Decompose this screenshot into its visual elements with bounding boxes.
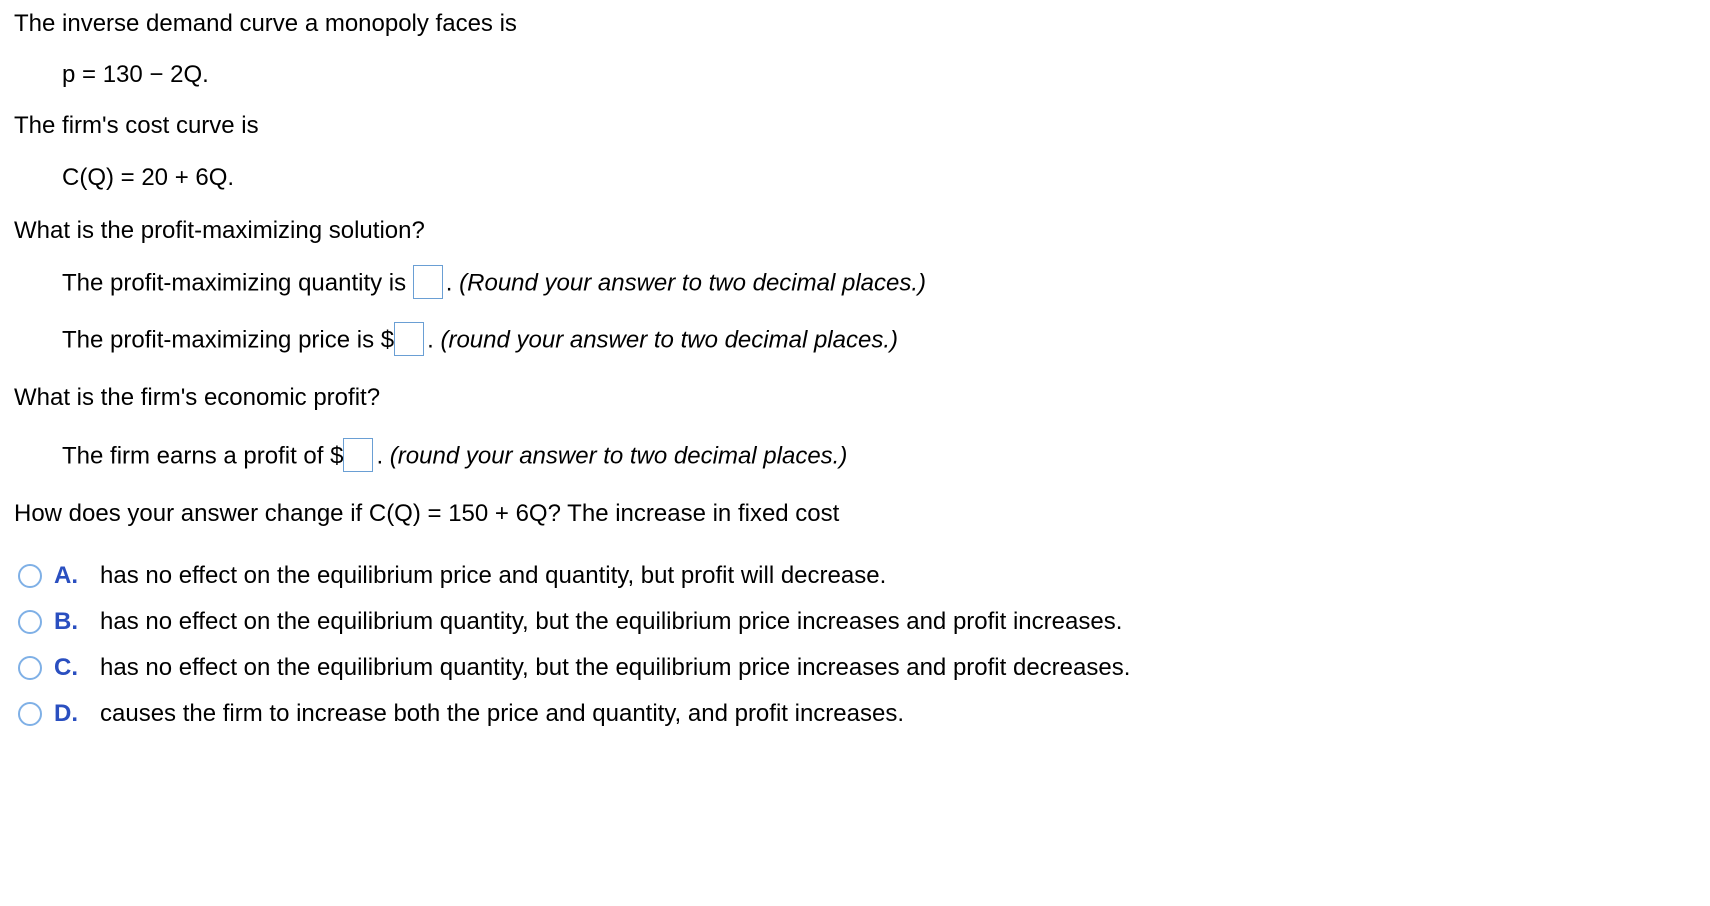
quantity-prefix: The profit-maximizing quantity is <box>62 269 407 297</box>
choice-b[interactable] <box>18 607 1122 637</box>
price-input[interactable] <box>394 322 424 356</box>
price-row <box>62 324 898 358</box>
profit-hint: (round your answer to two decimal places.) <box>389 442 848 470</box>
question-fixed-cost-change: How does your answer change if C(Q) = 150 + 6Q? The increase in fixed cost <box>14 500 840 527</box>
choice-letter: B. <box>54 608 78 635</box>
question-profit-max: What is the profit-maximizing solution? <box>14 217 425 244</box>
radio-circle-icon[interactable] <box>18 564 42 588</box>
choice-text: has no effect on the equilibrium price and quantity, but profit will decrease. <box>100 562 887 589</box>
cost-intro-text: The firm's cost curve is <box>14 112 259 139</box>
demand-equation: p = 130 − 2Q. <box>62 61 209 88</box>
choice-d[interactable] <box>18 699 904 729</box>
choice-c[interactable] <box>18 653 1130 683</box>
radio-circle-icon[interactable] <box>18 656 42 680</box>
radio-circle-icon[interactable] <box>18 702 42 726</box>
quantity-input[interactable] <box>413 265 443 299</box>
intro-text: The inverse demand curve a monopoly faces is <box>14 10 517 37</box>
price-hint: (round your answer to two decimal places.) <box>440 326 898 354</box>
profit-prefix: The firm earns a profit of $ <box>62 442 344 470</box>
choice-letter: C. <box>54 654 78 681</box>
choice-letter: D. <box>54 700 78 727</box>
price-prefix: The profit-maximizing price is $ <box>62 326 395 354</box>
choice-text: causes the firm to increase both the price and quantity, and profit increases. <box>100 700 904 727</box>
profit-dot: . <box>376 442 384 470</box>
choice-text: has no effect on the equilibrium quantity, but the equilibrium price increases and profit increases. <box>100 608 1123 635</box>
profit-input[interactable] <box>343 438 373 472</box>
quantity-row <box>62 267 926 301</box>
profit-row <box>62 440 847 474</box>
cost-equation: C(Q) = 20 + 6Q. <box>62 164 235 191</box>
quantity-dot: . <box>445 269 453 297</box>
choice-text: has no effect on the equilibrium quantity, but the equilibrium price increases and profit decreases. <box>100 654 1131 681</box>
quantity-hint: (Round your answer to two decimal places.) <box>459 269 927 297</box>
price-dot: . <box>427 326 434 354</box>
choice-letter: A. <box>54 562 78 589</box>
radio-circle-icon[interactable] <box>18 610 42 634</box>
question-economic-profit: What is the firm's economic profit? <box>14 384 381 411</box>
choice-a[interactable] <box>18 561 886 591</box>
